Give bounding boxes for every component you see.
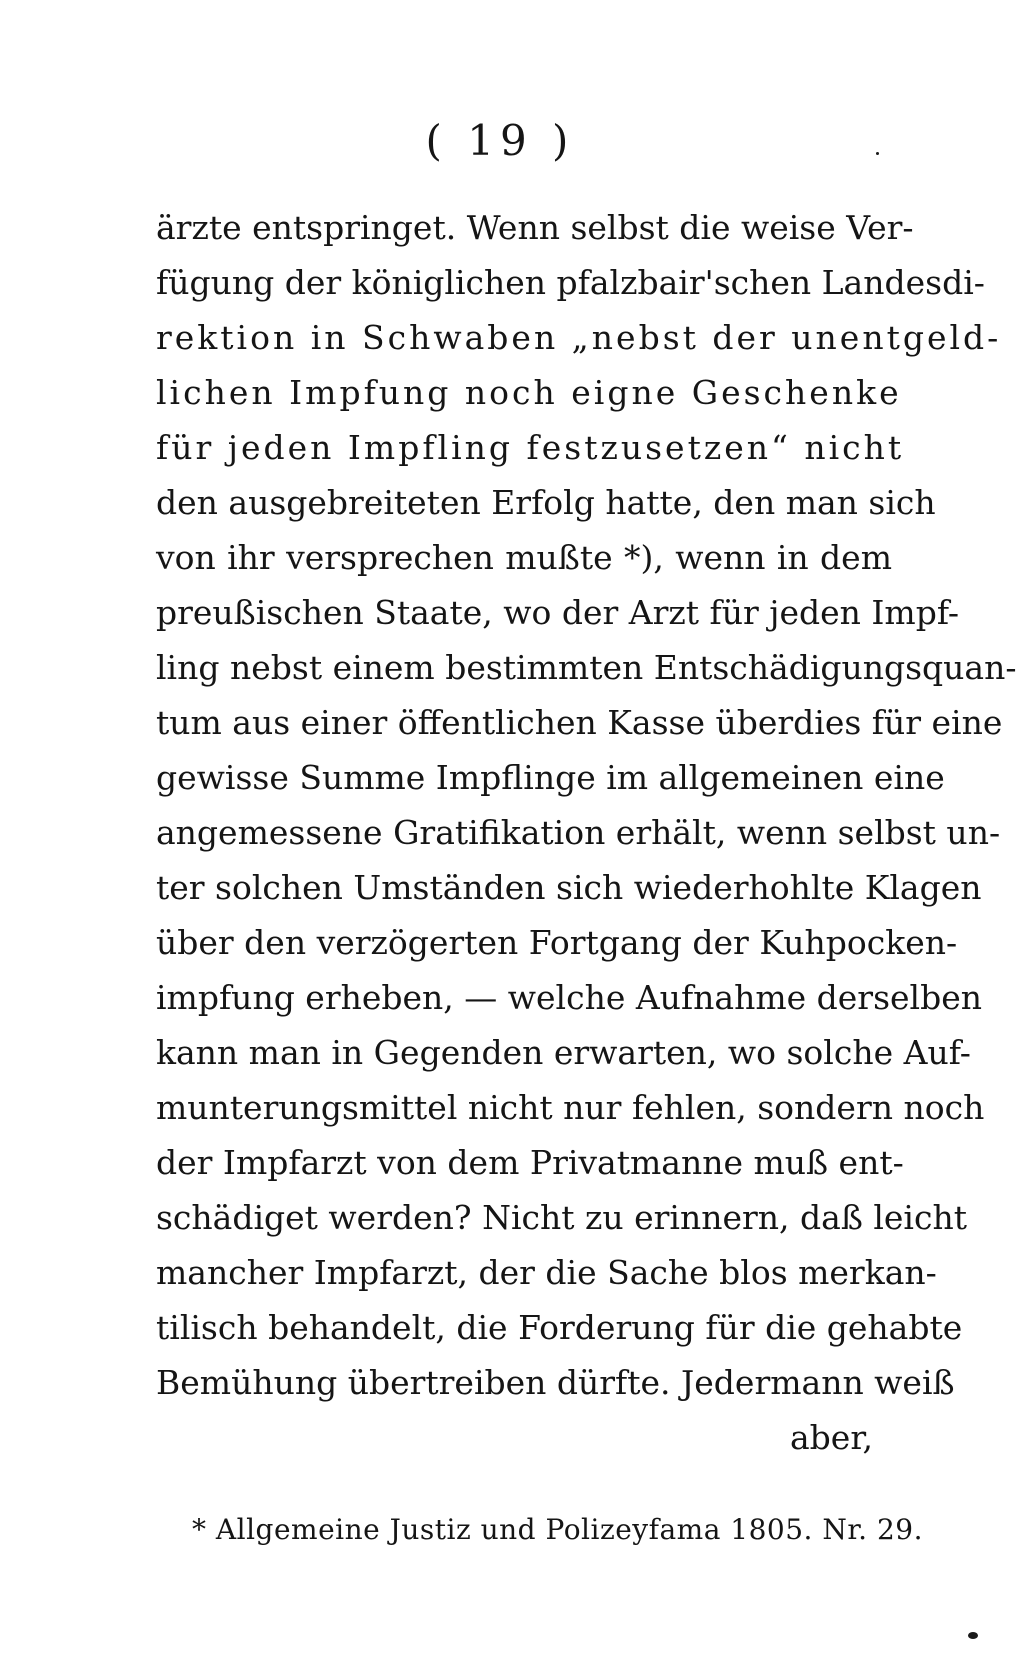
text-line: Bemühung übertreiben dürfte. Jedermann weiß [156, 1363, 955, 1402]
text-line: mancher Impfarzt, der die Sache blos merkan- [156, 1253, 937, 1292]
ink-speck [876, 152, 879, 155]
text-line: tilisch behandelt, die Forderung für die gehabte [156, 1308, 963, 1347]
footnote: * Allgemeine Justiz und Polizeyfama 1805. Nr. 29. [192, 1513, 923, 1546]
text-line: den ausgebreiteten Erfolg hatte, den man sich [156, 483, 936, 522]
text-line: kann man in Gegenden erwarten, wo solche Auf- [156, 1033, 971, 1072]
text-line: fügung der königlichen pfalzbair'schen Landesdi- [156, 263, 985, 302]
catchword: aber, [790, 1418, 873, 1457]
text-line: rektion in Schwaben „nebst der unentgeld- [156, 318, 1002, 357]
text-line: lichen Impfung noch eigne Geschenke [156, 373, 902, 412]
text-line: impfung erheben, — welche Aufnahme derselben [156, 978, 982, 1017]
text-line: über den verzögerten Fortgang der Kuhpocken- [156, 923, 958, 962]
text-line: ter solchen Umständen sich wiederhohlte Klagen [156, 868, 982, 907]
text-line: ling nebst einem bestimmten Entschädigungsquan- [156, 648, 1017, 687]
text-line: schädiget werden? Nicht zu erinnern, daß leicht [156, 1198, 967, 1237]
ink-speck [968, 1632, 978, 1639]
body-text [156, 200, 1017, 1410]
text-line: angemessene Gratifikation erhält, wenn selbst un- [156, 813, 1001, 852]
text-line: gewisse Summe Impflinge im allgemeinen eine [156, 758, 945, 797]
text-line: preußischen Staate, wo der Arzt für jeden Impf- [156, 593, 960, 632]
text-line: der Impfarzt von dem Privatmanne muß ent- [156, 1143, 904, 1182]
text-line: von ihr versprechen mußte *), wenn in dem [156, 538, 892, 577]
text-line: ärzte entspringet. Wenn selbst die weise Ver- [156, 208, 914, 247]
text-line: für jeden Impfling festzusetzen“ nicht [156, 428, 905, 467]
text-line: munterungsmittel nicht nur fehlen, sondern noch [156, 1088, 985, 1127]
page-number: ( 19 ) [425, 116, 575, 165]
text-line: tum aus einer öffentlichen Kasse überdies für eine [156, 703, 1003, 742]
